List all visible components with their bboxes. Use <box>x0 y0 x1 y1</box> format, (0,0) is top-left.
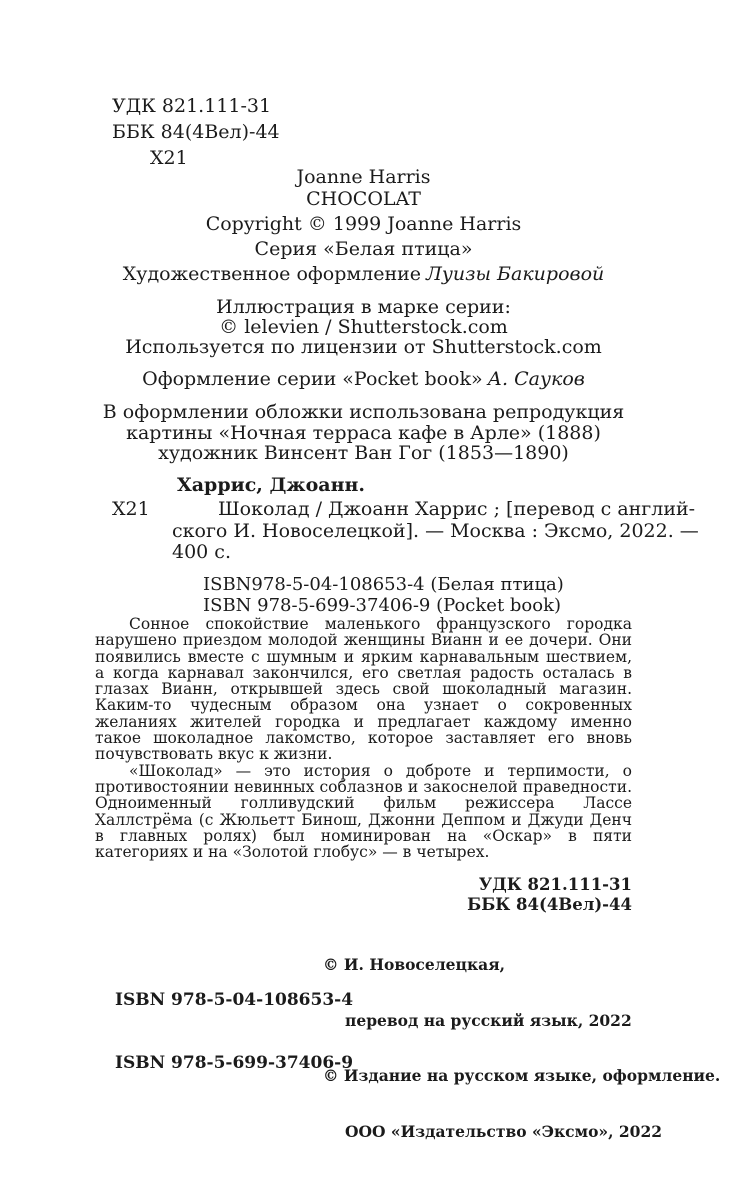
bottom-codes-block <box>95 875 632 914</box>
design-credit-label: Художественное оформление <box>122 263 422 285</box>
isbn-line: ISBN978-5-04-108653-4 (Белая птица) <box>203 574 564 595</box>
udk-code: УДК 821.111-31 <box>112 95 272 117</box>
original-title-block <box>95 166 632 210</box>
catalog-margin-code: Х21 <box>112 498 150 520</box>
illustration-credit-line: Используется по лицензии от Shutterstock.com <box>125 336 602 358</box>
original-author: Joanne Harris <box>296 166 431 188</box>
cover-art-credit-line: В оформлении обложки использована репродукция <box>102 401 625 423</box>
series-design-name: А. Сауков <box>487 368 585 390</box>
illustration-credit-line: © lelevien / Shutterstock.com <box>219 316 508 338</box>
imprint-copyright-line: ООО «Издательство «Эксмо», 2022 <box>345 1121 663 1141</box>
imprint-copyright-line: перевод на русский язык, 2022 <box>345 1010 632 1030</box>
isbn-line: ISBN 978-5-699-37406-9 (Pocket book) <box>203 595 562 616</box>
bbk-code-bottom: ББК 84(4Вел)-44 <box>467 894 632 914</box>
imprint-isbn-line: ISBN 978-5-04-108653-4 <box>115 990 354 1010</box>
imprint-copyright-block <box>323 919 720 1178</box>
catalog-isbn-block <box>95 574 740 616</box>
series-design-credit-line <box>95 368 632 390</box>
original-title: CHOCOLAT <box>306 188 421 210</box>
imprint-copyright-line: © Издание на русском языке, оформление. <box>323 1066 721 1085</box>
cover-art-credit-line: картины «Ночная терраса кафе в Арле» (1888) <box>126 421 601 444</box>
design-credit-line <box>95 263 632 285</box>
imprint-copyright-line: © И. Новоселецкая, <box>323 955 506 974</box>
cover-art-credit-block <box>95 402 632 464</box>
annotation-block <box>95 616 632 860</box>
imprint-isbn-line: ISBN 978-5-699-37406-9 <box>115 1053 354 1073</box>
catalog-description-line: 400 с. <box>172 541 231 563</box>
series-line: Серия «Белая птица» <box>254 238 473 260</box>
series-design-label: Оформление серии «Pocket book» <box>142 368 483 390</box>
catalog-description-block <box>95 498 699 564</box>
catalog-description-line: ского И. Новоселецкой]. — Москва : Эксмо, 2022. — <box>172 519 699 542</box>
top-codes-block <box>95 93 649 171</box>
original-copyright-line: Copyright © 1999 Joanne Harris <box>205 213 522 235</box>
design-credit-name: Луизы Бакировой <box>426 263 605 285</box>
catalog-description-line: Шоколад / Джоанн Харрис ; [перевод с англий- <box>218 498 696 520</box>
catalog-author-heading: Харрис, Джоанн. <box>177 474 366 496</box>
udk-code-bottom: УДК 821.111-31 <box>478 875 632 894</box>
cover-art-credit-line: художник Винсент Ван Гог (1853—1890) <box>158 442 569 464</box>
bbk-code: ББК 84(4Вел)-44 <box>112 121 280 143</box>
imprint-isbn-block <box>115 948 353 1116</box>
illustration-credit-line: Иллюстрация в марке серии: <box>216 296 511 318</box>
author-sign-code: Х21 <box>150 147 188 169</box>
annotation-paragraph: Сонное спокойствие маленького французского городка нарушено приездом молодой женщины Вианн и ее дочери. Они появились вместе с шумным и ярким карнавальным шествием, а когда карнавал закончился, его светлая радость осталась в глазах Вианн, открывшей здесь свой шоколадный магазин. Каким-то чудесным образом она узнает о сокровенных желаниях жителей городка и предлагает каждому именно такое шоколадное лакомство, которое заставляет его вновь почувствовать вкус к жизни. <box>95 615 632 764</box>
annotation-paragraph: «Шоколад» — это история о доброте и терпимости, о противостоянии невинных соблазнов и закоснелой праведности. Одноименный голливудский фильм режиссера Лассе Халлстрёма (с Жюльетт Бинош, Джонни Деппом и Джуди Денч в главных ролях) был номинирован на «Оскар» в пяти категориях и на «Золотой глобус» — в четырех. <box>95 761 632 862</box>
illustration-credit-block <box>95 297 632 357</box>
